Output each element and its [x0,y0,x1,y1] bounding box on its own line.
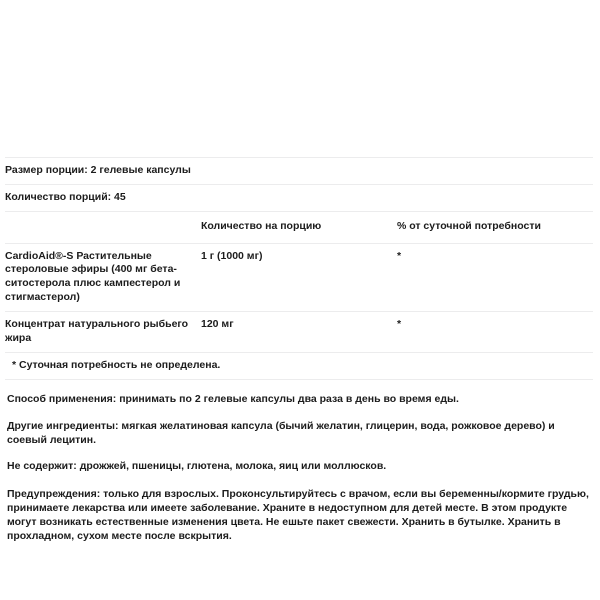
other-ingredients-text: Другие ингредиенты: мягкая желатиновая капсула (бычий желатин, глицерин, вода, рожковое дерево) и соевый лецитин. [7,419,555,446]
footnote-row [5,352,593,379]
top-spacer [0,0,600,157]
servings-per-container-text: Количество порций: 45 [5,190,126,203]
ingredient-amount: 1 г (1000 мг) [200,249,263,262]
ingredient-name: Концентрат натурального рыбьего жира [5,318,189,344]
servings-per-container-row [5,184,593,211]
ingredient-name: CardioAid®-S Растительные стероловые эфиры (400 мг бета-ситостерола плюс кампестерол и стигмастерол) [5,249,181,304]
warnings-text: Предупреждения: только для взрослых. Проконсультируйтесь с врачом, если вы беременны/кормите грудью, принимаете лекарства или имеете заболевание. Храните в недоступном для детей месте. В этом продукте могут возникать естественные изменения цвета. Не ешьте пакет свежести. Хранить в бутылке. Хранить в прохладном, сухом месте после вскрытия. [7,488,589,543]
table-row [5,243,593,311]
directions-text: Способ применения: принимать по 2 гелевые капсулы два раза в день во время еды. [7,392,459,405]
ingredient-amount: 120 мг [200,318,234,331]
column-header-amount-per-serving: Количество на порцию [200,219,322,232]
product-notes [0,380,600,545]
table-row [5,312,593,353]
column-header-percent-daily-value: % от суточной потребности [396,219,541,232]
ingredient-daily-value: * [396,318,402,331]
column-header-name [5,211,201,243]
serving-size-text: Размер порции: 2 гелевые капсулы [5,164,191,176]
supplement-facts-table [5,157,593,380]
ingredient-daily-value: * [396,249,402,262]
daily-value-footnote: * Суточная потребность не определена. [12,358,221,371]
allergen-free-text: Не содержит: дрожжей, пшеницы, глютена, молока, яиц или моллюсков. [7,460,387,473]
table-header-row [5,211,593,243]
serving-size-row [5,158,593,185]
